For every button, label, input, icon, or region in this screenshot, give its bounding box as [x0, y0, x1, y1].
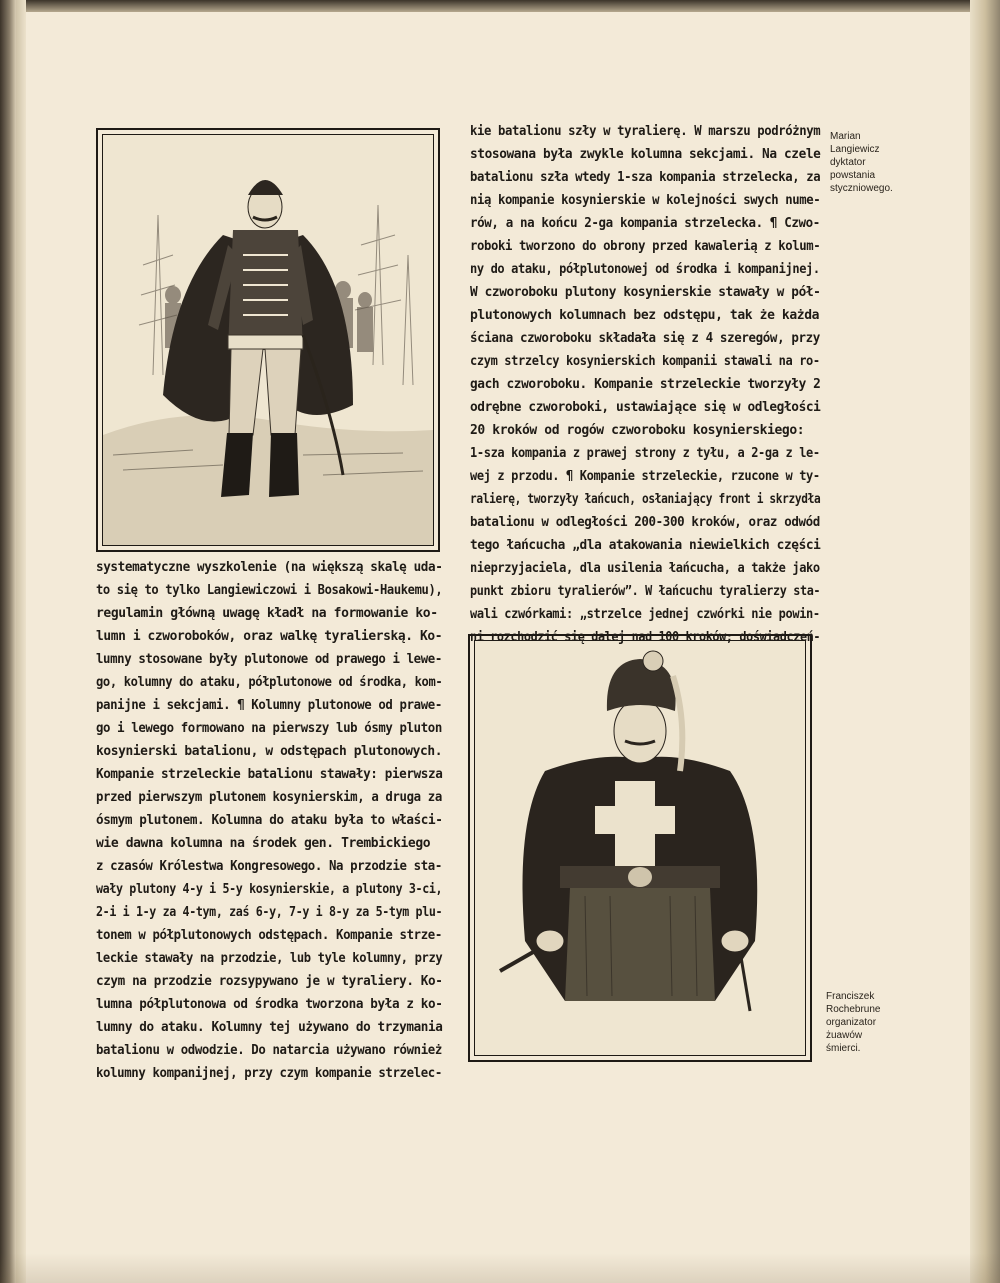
- caption-line: powstania: [830, 170, 876, 181]
- caption-line: Rochebrune: [826, 1004, 881, 1015]
- caption-line: Marian: [830, 131, 861, 142]
- text-line: nieprzyjaciela, dla usilenia łańcucha, a także jako: [470, 561, 820, 576]
- text-line: wie dawna kolumna na środek gen. Trembickiego: [96, 836, 431, 851]
- text-line: odrębne czworoboki, ustawiające się w odległości: [470, 400, 821, 415]
- text-line: ny do ataku, półplutonowej od środka i kompanijnej.: [470, 262, 820, 277]
- text-line: stosowana była zwykle kolumna sekcjami. Na czele: [470, 147, 821, 162]
- text-line: lumny stosowane były plutonowe od prawego i lewe-: [96, 652, 442, 667]
- caption-langiewicz: [830, 130, 910, 195]
- page-bottom-shade: [0, 1253, 1000, 1283]
- book-spine-edge: [0, 0, 16, 1283]
- illustration-frame-bottom: [468, 634, 812, 1062]
- text-line: to się to tylko Langiewiczowi i Bosakowi-Haukemu),: [96, 583, 443, 598]
- text-line: lumna półplutonowa od środka tworzona była z ko-: [96, 997, 443, 1012]
- text-line: batalionu w odległości 200-300 kroków, oraz odwód: [470, 515, 820, 530]
- text-line: batalionu szła wtedy 1-sza kompania strzelecka, za: [470, 170, 821, 185]
- text-line: roboki tworzono do obrony przed kawalerią z kolum-: [470, 239, 821, 254]
- caption-line: żuawów: [826, 1030, 863, 1041]
- text-line: ni rozchodzić się dalej nad 100 kroków; doświadczeń-: [470, 630, 821, 645]
- text-line: leckie stawały na przodzie, lub tyle kolumny, przy: [96, 951, 443, 966]
- text-line: systematyczne wyszkolenie (na większą skalę uda-: [96, 560, 443, 575]
- text-line: gach czworoboku. Kompanie strzeleckie tworzyły 2: [470, 377, 821, 392]
- text-column-left: [96, 556, 442, 1085]
- text-line: 2-i i 1-y za 4-tym, zaś 6-y, 7-y i 8-y za 5-tym plu-: [96, 905, 443, 920]
- text-line: 20 kroków od rogów czworoboku kosynierskiego:: [470, 423, 805, 438]
- text-line: rów, a na końcu 2-ga kompania strzelecka. ¶ Czwo-: [470, 216, 820, 231]
- text-line: punkt zbioru tyralierów”. W łańcuchu tyralierzy sta-: [470, 584, 821, 599]
- text-line: czym na przodzie rozsypywano je w tyraliery. Ko-: [96, 974, 443, 989]
- caption-line: organizator: [826, 1017, 877, 1028]
- text-line: Kompanie strzeleckie batalionu stawały: pierwsza: [96, 767, 443, 782]
- caption-line: Langiewicz: [830, 144, 880, 155]
- text-line: tego łańcucha „dla atakowania niewielkich części: [470, 538, 821, 553]
- text-line: nią kompanie kosynierskie w kolejności swych nume-: [470, 193, 821, 208]
- caption-line: Franciszek: [826, 991, 875, 1002]
- portrait-engraving-rochebrune-icon: [474, 640, 806, 1056]
- text-line: tonem w półplutonowych odstępach. Kompanie strze-: [96, 928, 442, 943]
- text-line: 1-sza kompania z prawej strony z tyłu, a 2-ga z le-: [470, 446, 820, 461]
- text-line: ósmym plutonem. Kolumna do ataku była to właści-: [96, 813, 443, 828]
- caption-line: śmierci.: [826, 1043, 861, 1054]
- caption-rochebrune: [826, 990, 906, 1055]
- text-line: wały plutony 4-y i 5-y kosynierskie, a plutony 3-ci,: [96, 882, 443, 897]
- text-line: wali czwórkami: „strzelce jednej czwórki nie powin-: [470, 607, 820, 622]
- text-line: lumny do ataku. Kolumny tej używano do trzymania: [96, 1020, 443, 1035]
- book-fore-edge: [970, 0, 1000, 1283]
- book-top-edge: [0, 0, 1000, 12]
- caption-line: styczniowego.: [830, 183, 893, 194]
- text-line: plutonowych kolumnach bez odstępu, tak że każda: [470, 308, 820, 323]
- text-line: kie batalionu szły w tyralierę. W marszu podróżnym: [470, 124, 821, 139]
- text-line: z czasów Królestwa Kongresowego. Na przodzie sta-: [96, 859, 442, 874]
- caption-line: dyktator: [830, 157, 866, 168]
- text-line: czym strzelcy kosynierskich kompanii stawali na ro-: [470, 354, 820, 369]
- text-line: lumn i czworoboków, oraz walkę tyralierską. Ko-: [96, 629, 443, 644]
- portrait-engraving-langiewicz-icon: [102, 134, 434, 546]
- text-line: kolumny kompanijnej, przy czym kompanie strzelec-: [96, 1066, 442, 1081]
- text-line: go i lewego formowano na pierwszy lub ósmy pluton: [96, 721, 442, 736]
- text-line: regulamin główną uwagę kładł na formowanie ko-: [96, 606, 438, 621]
- text-line: go, kolumny do ataku, półplutonowe od środka, kom-: [96, 675, 443, 690]
- text-line: wej z przodu. ¶ Kompanie strzeleckie, rzucone w ty-: [470, 469, 820, 484]
- text-line: przed pierwszym plutonem kosynierskim, a druga za: [96, 790, 442, 805]
- text-line: batalionu w odwodzie. Do natarcia używano również: [96, 1043, 442, 1058]
- facing-page-strip: [16, 0, 26, 1283]
- text-line: panijne i sekcjami. ¶ Kolumny plutonowe od prawe-: [96, 698, 442, 713]
- illustration-frame-top: [96, 128, 440, 552]
- text-column-right: [470, 120, 820, 649]
- text-line: ralierę, tworzyły łańcuch, osłaniający front i skrzydła: [470, 492, 821, 507]
- text-line: W czworoboku plutony kosynierskie stawały w pół-: [470, 285, 821, 300]
- text-line: kosynierski batalionu, w odstępach plutonowych.: [96, 744, 443, 759]
- text-line: ściana czworoboku składała się z 4 szeregów, przy: [470, 331, 820, 346]
